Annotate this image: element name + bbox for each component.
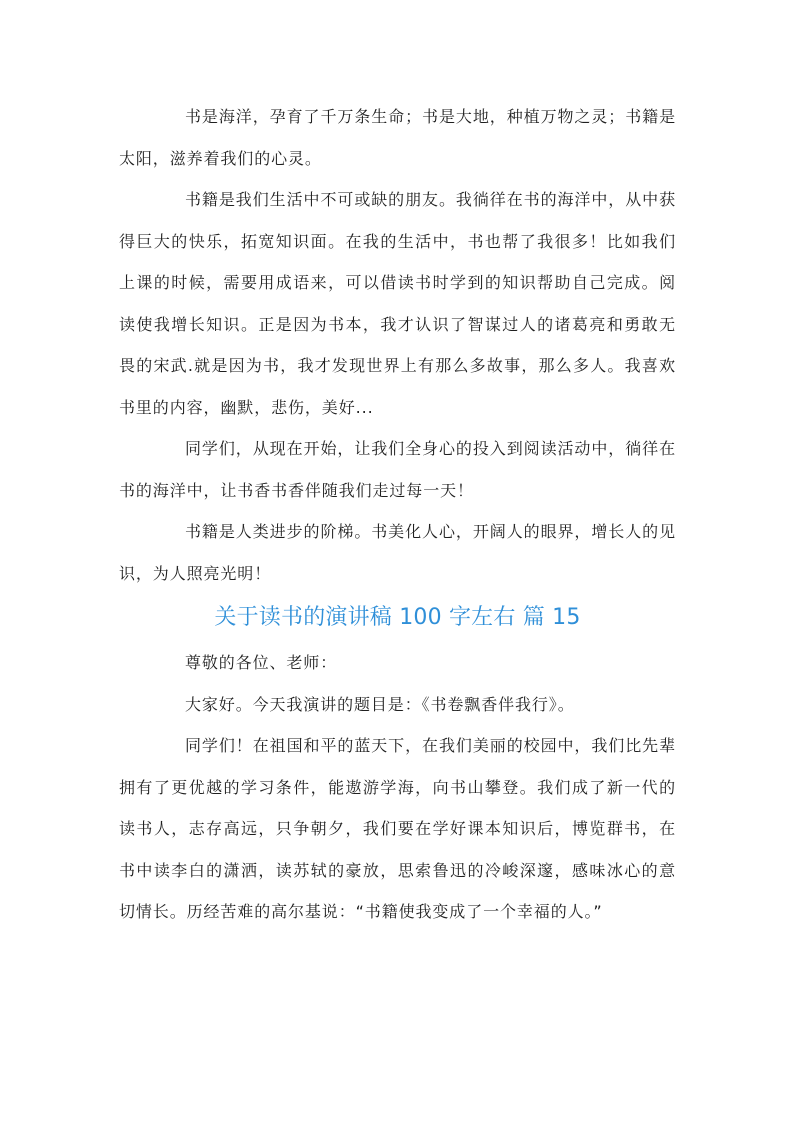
paragraph-book-metaphor: 书是海洋，孕育了千万条生命；书是大地，种植万物之灵；书籍是太阳，滋养着我们的心灵。: [119, 107, 676, 168]
paragraph-speech-body: 同学们！在祖国和平的蓝天下，在我们美丽的校园中，我们比先辈拥有了更优越的学习条件，能遨游学海，向书山攀登。我们成了新一代的读书人，志存高远，只争朝夕，我们要在学好课本知识后，博览群书，在书中读李白的潇洒，读苏轼的豪放，思索鲁迅的冷峻深邃，感味冰心的意切情长。历经苦难的高尔基说：“书籍使我变成了一个幸福的人。”: [119, 736, 676, 921]
paragraph-salutation: 尊敬的各位、老师：: [185, 653, 338, 672]
paragraph-call-to-read: 同学们，从现在开始，让我们全身心的投入到阅读活动中，徜徉在书的海洋中，让书香书香伴随我们走过每一天！: [119, 439, 676, 500]
section-heading: 关于读书的演讲稿 100 字左右 篇 15: [214, 605, 581, 630]
document-body: [119, 96, 676, 933]
paragraph-book-friend: 书籍是我们生活中不可或缺的朋友。我徜徉在书的海洋中，从中获得巨大的快乐，拓宽知识面。在我的生活中，书也帮了我很多！比如我们上课的时候，需要用成语来，可以借读书时学到的知识帮助自己完成。阅读使我增长知识。正是因为书本，我才认识了智谋过人的诸葛亮和勇敢无畏的宋武.就是因为书，我才发现世界上有那么多故事，那么多人。我喜欢书里的内容，幽默，悲伤，美好...: [119, 190, 676, 417]
paragraph-greeting-topic: 大家好。今天我演讲的题目是：《书卷飘香伴我行》。: [185, 694, 575, 714]
paragraph-book-ladder: 书籍是人类进步的阶梯。书美化人心，开阔人的眼界，增长人的见识，为人照亮光明！: [119, 522, 676, 583]
